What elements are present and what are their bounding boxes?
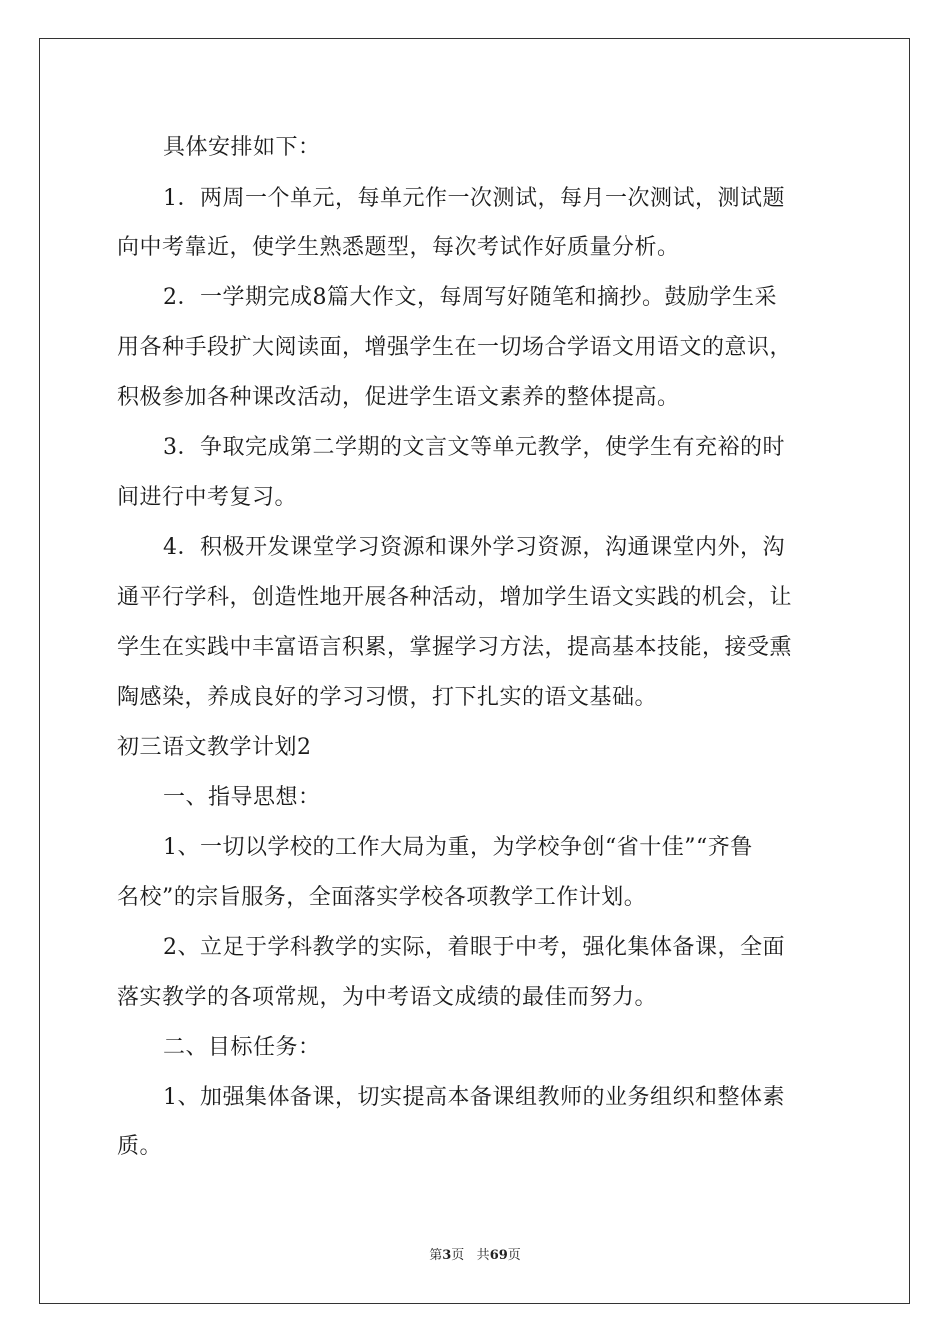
text-line: 名校”的宗旨服务，全面落实学校各项教学工作计划。 [117, 885, 647, 910]
text-line: 向中考靠近，使学生熟悉题型，每次考试作好质量分析。 [117, 235, 680, 260]
text-line: 积极参加各种课改活动，促进学生语文素养的整体提高。 [117, 385, 680, 410]
text-line: 通平行学科，创造性地开展各种活动，增加学生语文实践的机会，让 [117, 585, 793, 610]
total-suffix: 页 [507, 1248, 521, 1263]
text-line: 1．两周一个单元，每单元作一次测试，每月一次测试，测试题 [163, 186, 785, 211]
section-heading: 初三语文教学计划2 [117, 735, 312, 760]
text-line: 2、立足于学科教学的实际，着眼于中考，强化集体备课，全面 [163, 935, 785, 960]
text-line: 质。 [117, 1134, 163, 1159]
page-footer [0, 1247, 950, 1265]
page-prefix: 第 [429, 1248, 443, 1263]
text-line: 落实教学的各项常规，为中考语文成绩的最佳而努力。 [117, 985, 658, 1010]
text-line: 1、一切以学校的工作大局为重，为学校争创“省十佳”“齐鲁 [163, 835, 753, 860]
page-number: 3 [442, 1248, 452, 1263]
text-line: 学生在实践中丰富语言积累，掌握学习方法，提高基本技能，接受熏 [117, 635, 793, 660]
page-suffix: 页 [451, 1248, 465, 1263]
text-line: 用各种手段扩大阅读面，增强学生在一切场合学语文用语文的意识， [117, 335, 793, 360]
text-line: 1、加强集体备课，切实提高本备课组教师的业务组织和整体素 [163, 1085, 785, 1110]
text-line: 间进行中考复习。 [117, 485, 298, 510]
total-prefix: 共 [476, 1248, 490, 1263]
text-line: 一、指导思想： [163, 785, 321, 810]
text-line: 陶感染，养成良好的学习习惯，打下扎实的语文基础。 [117, 685, 658, 710]
text-line: 4．积极开发课堂学习资源和课外学习资源，沟通课堂内外，沟 [163, 535, 785, 560]
page-border [39, 38, 910, 1304]
text-line: 3．争取完成第二学期的文言文等单元教学，使学生有充裕的时 [163, 435, 785, 460]
text-line: 2．一学期完成8篇大作文，每周写好随笔和摘抄。鼓励学生采 [163, 285, 777, 310]
text-line: 具体安排如下： [163, 135, 321, 160]
total-pages: 69 [489, 1248, 508, 1263]
text-line: 二、目标任务： [163, 1035, 321, 1060]
